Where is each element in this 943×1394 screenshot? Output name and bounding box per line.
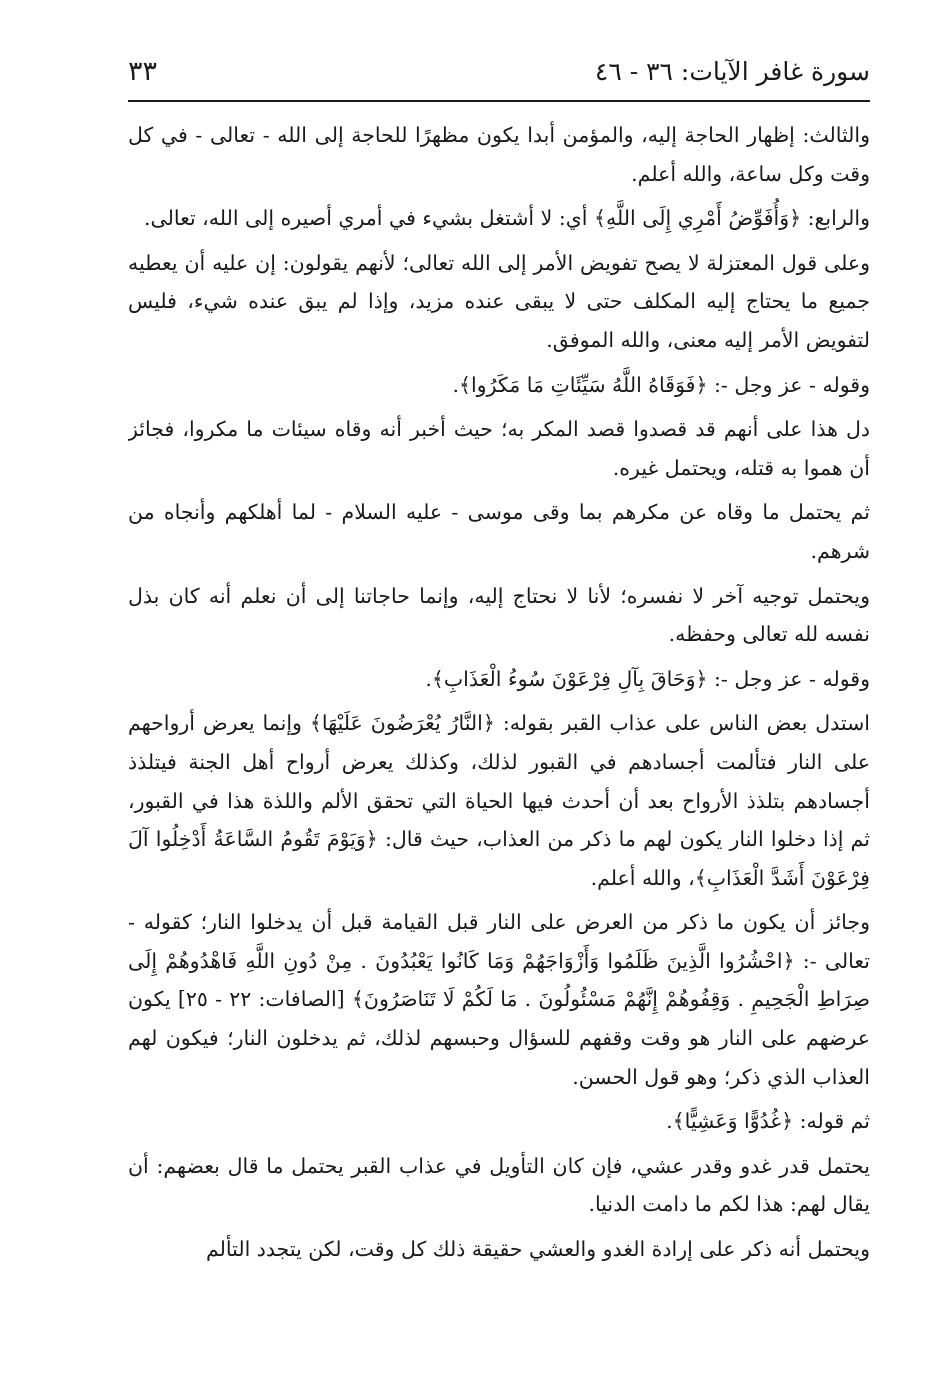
- book-page: [128, 52, 870, 1352]
- header-divider: [128, 100, 870, 102]
- running-title: سورة غافر الآيات: ٣٦ - ٤٦: [594, 57, 870, 86]
- paragraph: وجائز أن يكون ما ذكر من العرض على النار قبل القيامة قبل أن يدخلوا النار؛ كقوله - تعالى -: ﴿احْشُرُوا الَّذِينَ ظَلَمُوا وَأَزْوَاجَهُمْ وَمَا كَانُوا يَعْبُدُونَ . مِنْ دُونِ اللَّهِ فَاهْدُوهُمْ إِلَى صِرَاطِ الْجَحِيمِ . وَقِفُوهُمْ إِنَّهُمْ مَسْئُولُونَ . مَا لَكُمْ لَا تَنَاصَرُونَ﴾ [الصافات: ٢٢ - ٢٥] يكون عرضهم على النار هو وقت وقفهم للسؤال وحبسهم لذلك، ثم يدخلون النار؛ فيكون لهم العذاب الذي ذكر؛ وهو قول الحسن.: [128, 910, 870, 1089]
- paragraph: والثالث: إظهار الحاجة إليه، والمؤمن أبدا يكون مظهرًا للحاجة إلى الله - تعالى - في كل وقت وكل ساعة، والله أعلم.: [128, 123, 870, 186]
- paragraph: وقوله - عز وجل -: ﴿وَحَاقَ بِآلِ فِرْعَوْنَ سُوءُ الْعَذَابِ﴾.: [425, 666, 870, 691]
- page-header: [128, 52, 870, 92]
- paragraph: وعلى قول المعتزلة لا يصح تفويض الأمر إلى الله تعالى؛ لأنهم يقولون: إن عليه أن يعطيه جميع ما يحتاج إليه المكلف حتى لا يبقى عنده مزيد، وإذا لم يبق عنده شيء، فليس لتفويض الأمر إليه معنى، والله الموفق.: [128, 250, 870, 352]
- paragraph: ثم يحتمل ما وقاه عن مكرهم بما وقى موسى - عليه السلام - لما أهلكهم وأنجاه من شرهم.: [128, 500, 870, 563]
- paragraph: والرابع: ﴿وَأُفَوِّضُ أَمْرِي إِلَى اللَّهِ﴾ أي: لا أشتغل بشيء في أمري أصيره إلى الله، تعالى.: [143, 206, 870, 231]
- page-number: ٣٣: [128, 56, 158, 87]
- paragraph: ويحتمل توجيه آخر لا نفسره؛ لأنا لا نحتاج إليه، وإنما حاجاتنا إلى أن نعلم أنه كان بذل نفسه لله تعالى وحفظه.: [128, 583, 870, 647]
- paragraph: استدل بعض الناس على عذاب القبر بقوله: ﴿النَّارُ يُعْرَضُونَ عَلَيْهَا﴾ وإنما يعرض أرواحهم على النار فتألمت أجسادهم في القبور لذلك، وكذلك يعرض أرواح أهل الجنة فيتلذذ أجسادهم بتلذذ الأرواح بعد أن أحدث فيها الحياة التي تحقق الألم واللذة هذا في القبور، ثم إذا دخلوا النار يكون لهم ما ذكر من العذاب، حيث قال: ﴿وَيَوْمَ تَقُومُ السَّاعَةُ أَدْخِلُوا آلَ فِرْعَوْنَ أَشَدَّ الْعَذَابِ﴾، والله أعلم.: [128, 711, 870, 890]
- paragraph: ويحتمل أنه ذكر على إرادة الغدو والعشي حقيقة ذلك كل وقت، لكن يتجدد التألم: [206, 1237, 870, 1262]
- paragraph: ثم قوله: ﴿غُدُوًّا وَعَشِيًّا﴾.: [666, 1109, 870, 1134]
- page-body: [128, 116, 870, 1269]
- paragraph: وقوله - عز وجل -: ﴿فَوَقَاهُ اللَّهُ سَيِّئَاتِ مَا مَكَرُوا﴾.: [452, 372, 870, 397]
- paragraph: يحتمل قدر غدو وقدر عشي، فإن كان التأويل في عذاب القبر يحتمل ما قال بعضهم: أن يقال لهم: هذا لكم ما دامت الدنيا.: [128, 1153, 870, 1217]
- paragraph: دل هذا على أنهم قد قصدوا قصد المكر به؛ حيث أخبر أنه وقاه سيئات ما مكروا، فجائز أن هموا به قتله، ويحتمل غيره.: [128, 417, 870, 480]
